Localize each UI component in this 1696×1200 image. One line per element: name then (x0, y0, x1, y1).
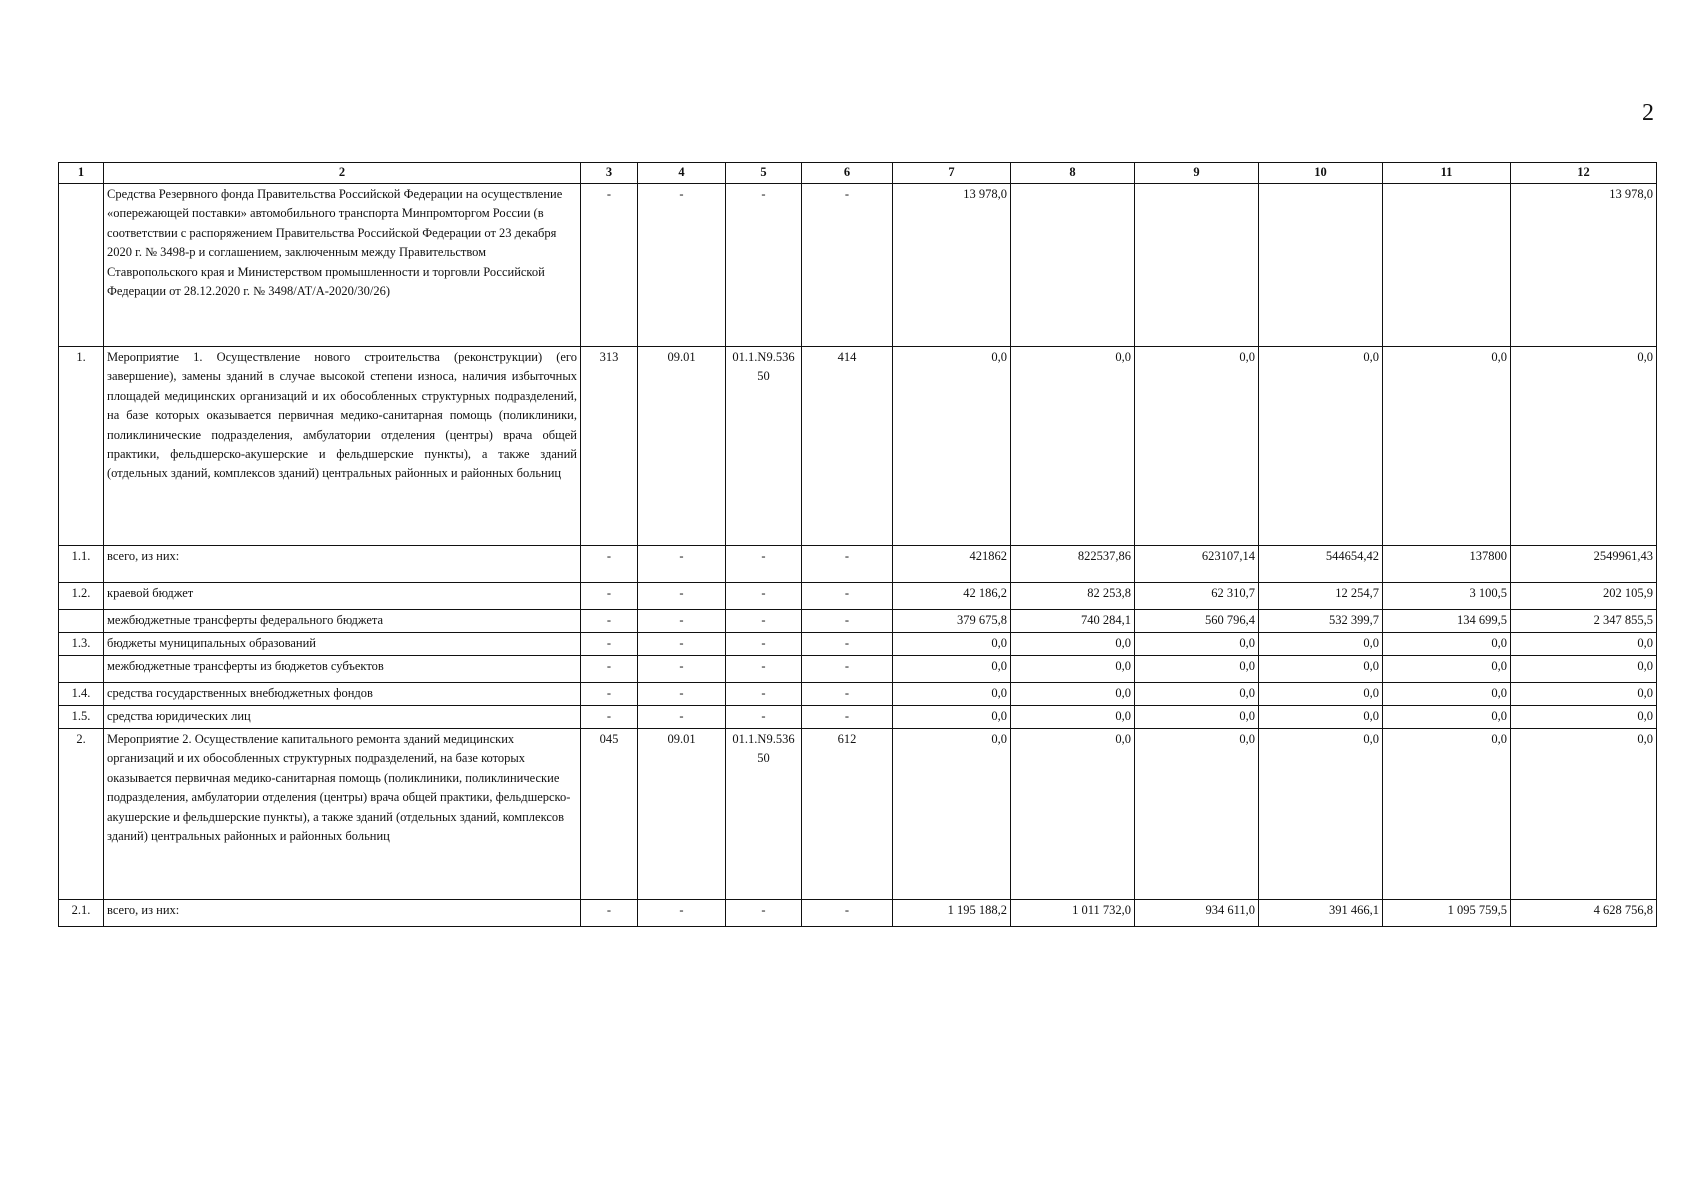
cell-col5: - (726, 656, 802, 683)
table-row (59, 900, 1657, 927)
cell-col5: - (726, 546, 802, 583)
row-number: 2. (59, 729, 104, 900)
row-number: 1.2. (59, 583, 104, 610)
cell-col11: 0,0 (1383, 683, 1511, 706)
row-number: 1. (59, 347, 104, 546)
cell-col12: 0,0 (1511, 656, 1657, 683)
cell-col10 (1259, 184, 1383, 347)
cell-col12: 0,0 (1511, 729, 1657, 900)
cell-col11: 3 100,5 (1383, 583, 1511, 610)
cell-col8: 1 011 732,0 (1011, 900, 1135, 927)
cell-col5: - (726, 184, 802, 347)
header-cell: 1 (59, 163, 104, 184)
row-description: Средства Резервного фонда Правительства Российской Федерации на осуществление «опережающей поставки» автомобильного транспорта Минпромторгом России (в соответствии с распоряжением Правительства Российской Федерации от 23 декабря 2020 г. № 3498-р и соглашением, заключенным между Правительством Ставропольского края и Министерством промышленности и торговли Российской Федерации от 28.12.2020 г. № 3498/АТ/А-2020/30/26) (104, 184, 581, 347)
row-description: Мероприятие 1. Осуществление нового строительства (реконструкции) (его завершение), замены зданий в случае высокой степени износа, наличия избыточных площадей медицинских организаций и их обособленных структурных подразделений, на базе которых оказывается первичная медико-санитарная помощь (поликлиники, поликлинические подразделения, амбулатории отделения (центры) врача общей практики, фельдшерско-акушерские и фельдшерские пункты), а также зданий (отдельных зданий, комплексов зданий) центральных районных и районных больниц (104, 347, 581, 546)
cell-col8: 82 253,8 (1011, 583, 1135, 610)
cell-col5: - (726, 706, 802, 729)
row-number: 2.1. (59, 900, 104, 927)
cell-col12: 0,0 (1511, 706, 1657, 729)
header-cell: 4 (638, 163, 726, 184)
cell-col9: 623107,14 (1135, 546, 1259, 583)
row-description: всего, из них: (104, 546, 581, 583)
row-number (59, 610, 104, 633)
cell-col9: 0,0 (1135, 656, 1259, 683)
cell-col8: 0,0 (1011, 656, 1135, 683)
row-number: 1.3. (59, 633, 104, 656)
cell-col3: - (581, 583, 638, 610)
row-description: межбюджетные трансферты из бюджетов субъектов (104, 656, 581, 683)
row-description: средства юридических лиц (104, 706, 581, 729)
cell-col7: 0,0 (893, 633, 1011, 656)
cell-col10: 0,0 (1259, 656, 1383, 683)
cell-col7: 13 978,0 (893, 184, 1011, 347)
cell-col11: 0,0 (1383, 656, 1511, 683)
cell-col4: - (638, 683, 726, 706)
row-number: 1.5. (59, 706, 104, 729)
cell-col10: 391 466,1 (1259, 900, 1383, 927)
cell-col9 (1135, 184, 1259, 347)
cell-col12: 2549961,43 (1511, 546, 1657, 583)
cell-col3: - (581, 633, 638, 656)
header-cell: 11 (1383, 163, 1511, 184)
cell-col11: 1 095 759,5 (1383, 900, 1511, 927)
table-row (59, 683, 1657, 706)
cell-col8: 0,0 (1011, 706, 1135, 729)
cell-col7: 0,0 (893, 656, 1011, 683)
cell-col7: 1 195 188,2 (893, 900, 1011, 927)
cell-col6: - (802, 900, 893, 927)
table-row (59, 546, 1657, 583)
budget-table (58, 162, 1657, 927)
cell-col7: 42 186,2 (893, 583, 1011, 610)
cell-col6: - (802, 546, 893, 583)
cell-col4: - (638, 184, 726, 347)
header-cell: 6 (802, 163, 893, 184)
row-description: бюджеты муниципальных образований (104, 633, 581, 656)
cell-col3: - (581, 656, 638, 683)
cell-col9: 934 611,0 (1135, 900, 1259, 927)
cell-col10: 0,0 (1259, 706, 1383, 729)
header-row (59, 163, 1657, 184)
table-row (59, 706, 1657, 729)
cell-col10: 0,0 (1259, 683, 1383, 706)
cell-col6: - (802, 184, 893, 347)
cell-col11: 0,0 (1383, 347, 1511, 546)
table-row (59, 184, 1657, 347)
cell-col12: 13 978,0 (1511, 184, 1657, 347)
cell-col8: 0,0 (1011, 633, 1135, 656)
cell-col11: 134 699,5 (1383, 610, 1511, 633)
cell-col11: 0,0 (1383, 729, 1511, 900)
cell-col6: - (802, 633, 893, 656)
cell-col4: - (638, 656, 726, 683)
cell-col4: 09.01 (638, 347, 726, 546)
cell-col6: 414 (802, 347, 893, 546)
cell-col9: 0,0 (1135, 706, 1259, 729)
table-row (59, 583, 1657, 610)
cell-col10: 0,0 (1259, 347, 1383, 546)
cell-col3: - (581, 610, 638, 633)
header-cell: 2 (104, 163, 581, 184)
cell-col7: 379 675,8 (893, 610, 1011, 633)
cell-col6: - (802, 583, 893, 610)
cell-col5: - (726, 900, 802, 927)
cell-col4: - (638, 610, 726, 633)
cell-col8: 822537,86 (1011, 546, 1135, 583)
row-description: всего, из них: (104, 900, 581, 927)
cell-col4: - (638, 900, 726, 927)
cell-col10: 544654,42 (1259, 546, 1383, 583)
cell-col10: 0,0 (1259, 633, 1383, 656)
cell-col4: - (638, 583, 726, 610)
cell-col12: 0,0 (1511, 683, 1657, 706)
cell-col5: - (726, 583, 802, 610)
cell-col5: 01.1.N9.536 50 (726, 347, 802, 546)
header-cell: 7 (893, 163, 1011, 184)
cell-col3: 045 (581, 729, 638, 900)
header-cell: 10 (1259, 163, 1383, 184)
cell-col6: - (802, 610, 893, 633)
cell-col8: 740 284,1 (1011, 610, 1135, 633)
cell-col11: 0,0 (1383, 706, 1511, 729)
cell-col12: 202 105,9 (1511, 583, 1657, 610)
header-cell: 8 (1011, 163, 1135, 184)
cell-col11: 0,0 (1383, 633, 1511, 656)
cell-col3: - (581, 546, 638, 583)
row-number (59, 656, 104, 683)
cell-col9: 62 310,7 (1135, 583, 1259, 610)
header-cell: 5 (726, 163, 802, 184)
cell-col5: - (726, 633, 802, 656)
cell-col8: 0,0 (1011, 683, 1135, 706)
cell-col3: - (581, 184, 638, 347)
cell-col8: 0,0 (1011, 729, 1135, 900)
cell-col12: 4 628 756,8 (1511, 900, 1657, 927)
table-row (59, 633, 1657, 656)
cell-col8 (1011, 184, 1135, 347)
cell-col10: 532 399,7 (1259, 610, 1383, 633)
row-description: межбюджетные трансферты федерального бюджета (104, 610, 581, 633)
cell-col7: 0,0 (893, 729, 1011, 900)
row-number: 1.1. (59, 546, 104, 583)
cell-col4: 09.01 (638, 729, 726, 900)
cell-col3: 313 (581, 347, 638, 546)
table-row (59, 347, 1657, 546)
cell-col6: 612 (802, 729, 893, 900)
cell-col7: 0,0 (893, 347, 1011, 546)
cell-col10: 12 254,7 (1259, 583, 1383, 610)
row-description: Мероприятие 2. Осуществление капитального ремонта зданий медицинских организаций и их обособленных структурных подразделений, на базе которых оказывается первичная медико-санитарная помощь (поликлиники, поликлинические подразделения, амбулатории отделения (центры) врача общей практики, фельдшерско-акушерские и фельдшерские пункты), а также зданий (отдельных зданий, комплексов зданий) центральных районных и районных больниц (104, 729, 581, 900)
cell-col12: 0,0 (1511, 347, 1657, 546)
cell-col10: 0,0 (1259, 729, 1383, 900)
cell-col7: 421862 (893, 546, 1011, 583)
row-description: средства государственных внебюджетных фондов (104, 683, 581, 706)
cell-col3: - (581, 900, 638, 927)
cell-col11: 137800 (1383, 546, 1511, 583)
cell-col5: 01.1.N9.536 50 (726, 729, 802, 900)
cell-col6: - (802, 656, 893, 683)
row-number (59, 184, 104, 347)
cell-col4: - (638, 546, 726, 583)
row-number: 1.4. (59, 683, 104, 706)
cell-col4: - (638, 706, 726, 729)
header-cell: 3 (581, 163, 638, 184)
table-row (59, 729, 1657, 900)
cell-col5: - (726, 610, 802, 633)
header-cell: 12 (1511, 163, 1657, 184)
cell-col3: - (581, 706, 638, 729)
cell-col9: 0,0 (1135, 347, 1259, 546)
cell-col6: - (802, 706, 893, 729)
row-description: краевой бюджет (104, 583, 581, 610)
cell-col9: 0,0 (1135, 729, 1259, 900)
cell-col7: 0,0 (893, 706, 1011, 729)
cell-col4: - (638, 633, 726, 656)
header-cell: 9 (1135, 163, 1259, 184)
cell-col11 (1383, 184, 1511, 347)
table-row (59, 610, 1657, 633)
cell-col5: - (726, 683, 802, 706)
cell-col6: - (802, 683, 893, 706)
cell-col9: 560 796,4 (1135, 610, 1259, 633)
cell-col7: 0,0 (893, 683, 1011, 706)
cell-col3: - (581, 683, 638, 706)
table-row (59, 656, 1657, 683)
cell-col9: 0,0 (1135, 633, 1259, 656)
cell-col8: 0,0 (1011, 347, 1135, 546)
cell-col9: 0,0 (1135, 683, 1259, 706)
page-number: 2 (1642, 100, 1654, 126)
cell-col12: 0,0 (1511, 633, 1657, 656)
cell-col12: 2 347 855,5 (1511, 610, 1657, 633)
